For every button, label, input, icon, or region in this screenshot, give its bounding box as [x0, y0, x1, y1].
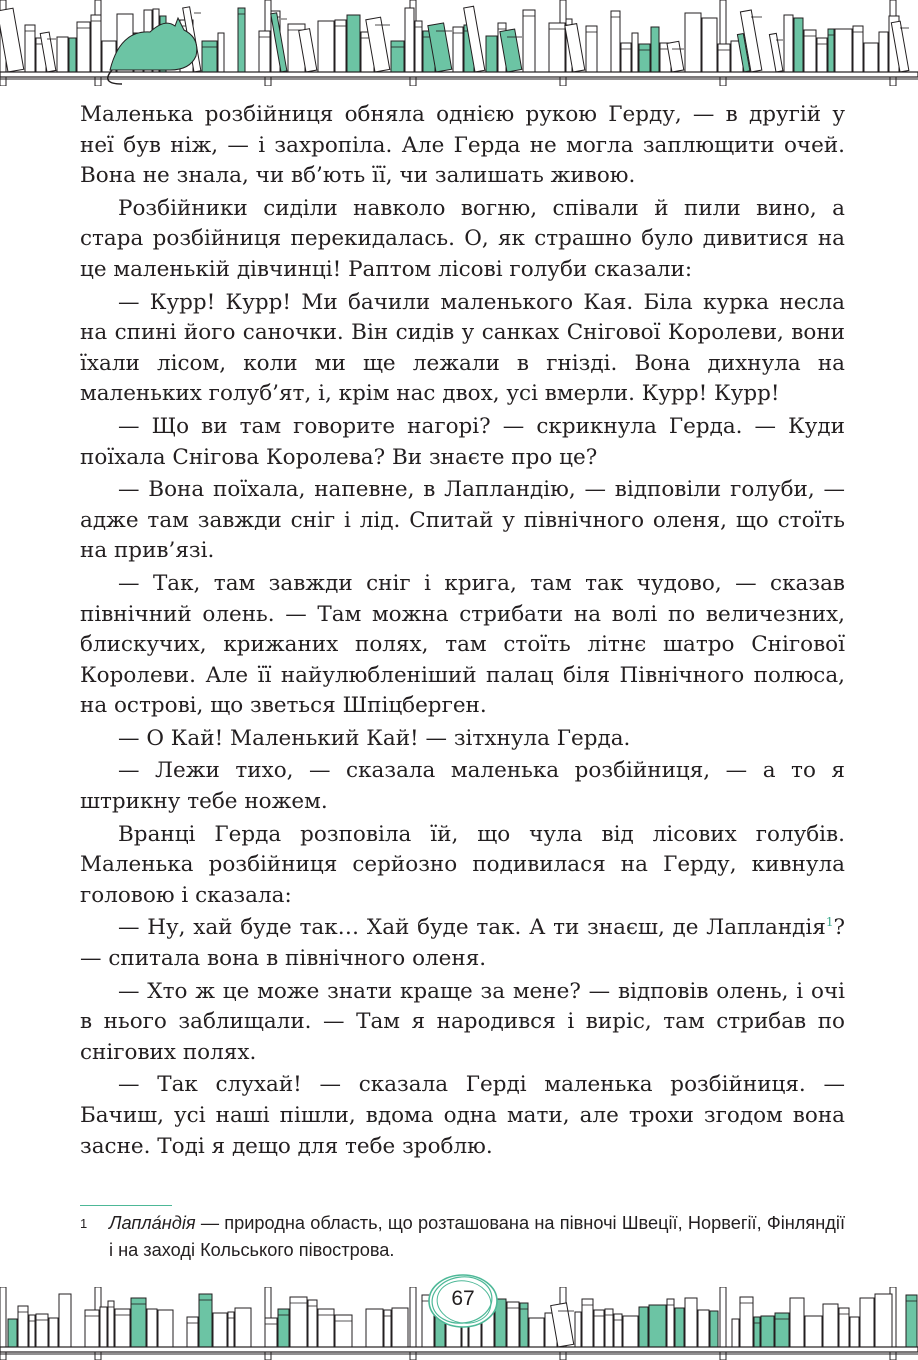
book	[392, 1308, 408, 1347]
book	[875, 1294, 892, 1347]
book	[235, 1308, 251, 1347]
book	[575, 1312, 581, 1347]
book	[817, 38, 827, 72]
book	[828, 29, 834, 72]
book	[754, 1317, 760, 1347]
bookshelf-illustration-top	[0, 0, 918, 86]
book	[790, 1298, 804, 1347]
book	[507, 1302, 519, 1347]
book	[523, 10, 535, 72]
top-bookshelf-border	[0, 0, 918, 86]
book	[265, 1318, 277, 1347]
paragraph: — Що ви там говорите нагорі? — скрикнула Герда. — Куди поїхала Снігова Королева? Ви знаєте про це?	[80, 413, 845, 470]
book	[632, 33, 638, 72]
shelf-plank	[0, 1347, 918, 1352]
book	[594, 1310, 604, 1347]
book	[131, 1298, 146, 1347]
footnote	[80, 1210, 845, 1264]
book	[906, 1295, 917, 1347]
paragraph: — Курр! Курр! Ми бачили маленького Кая. Біла курка несла на спині його саночки. Він сидів у санках Снігової Королеви, вони їхали лісом, коли ми ще лежали в гнізді. Вона дихнула на маленьких голуб’ят, і, крім нас двох, усі вмерли. Курр! Курр!	[80, 289, 845, 407]
book	[85, 1310, 99, 1347]
book	[335, 1315, 352, 1347]
book	[639, 1307, 648, 1347]
footnote-marker[interactable]: 1	[825, 915, 834, 930]
book	[318, 21, 334, 72]
book	[36, 1314, 48, 1347]
book	[879, 32, 888, 72]
paragraph: — Лежи тихо, — сказала маленька розбійниця, — а то я штрикну тебе ножем.	[80, 758, 845, 815]
story-text	[80, 100, 845, 1164]
paragraph: Розбійники сиділи навколо вогню, співали й пили вино, а стара розбійниця перекидалась. О, як страшно було дивитися на це маленькій дівчинці! Раптом лісові голуби сказали:	[80, 195, 845, 282]
book	[732, 1319, 739, 1347]
book	[187, 1317, 198, 1347]
book	[835, 29, 852, 72]
book	[213, 1313, 227, 1347]
page-number: 67	[451, 1287, 475, 1310]
book	[621, 43, 631, 72]
paragraph: — О Кай! Маленький Кай! — зітхнула Герда.	[118, 725, 631, 751]
book	[415, 21, 422, 72]
book	[218, 33, 224, 72]
book	[29, 1315, 35, 1347]
book	[794, 18, 803, 72]
book	[675, 1308, 684, 1347]
book	[702, 18, 717, 72]
book	[57, 37, 68, 72]
book	[853, 26, 863, 72]
book	[308, 1300, 317, 1347]
book	[850, 1317, 859, 1347]
book	[805, 1316, 822, 1347]
book	[147, 1309, 157, 1347]
book	[769, 33, 782, 72]
book	[649, 1305, 666, 1347]
paragraph-with-footnote	[80, 913, 845, 974]
book	[486, 36, 497, 72]
book	[685, 1298, 697, 1347]
shelf-plank	[0, 72, 918, 77]
book	[384, 1310, 391, 1347]
book	[651, 27, 659, 72]
book	[549, 23, 565, 72]
book	[199, 1294, 212, 1347]
paragraph: Вранці Герда розповіла їй, що чула від лісових голубів. Маленька розбійниця серйозно подивилася на Герду, кивнула головою і сказала:	[80, 821, 845, 908]
book	[667, 1299, 674, 1347]
paragraph: — Хто ж це може знати краще за мене? — відповів олень, і очі в нього заблищали. — Там я народився і виріс, там стрибав по снігових полях.	[80, 978, 845, 1065]
paragraph: — Так слухай! — сказала Герді маленька розбійниця. — Бачиш, усі наші пішли, вдома одна мати, але трохи згодом вона засне. Тоді я дещо для тебе зроблю.	[80, 1072, 845, 1159]
footnote-divider	[80, 1205, 172, 1206]
book	[391, 41, 404, 72]
book	[100, 1307, 107, 1347]
page-number-badge	[425, 1270, 501, 1332]
book	[347, 15, 360, 72]
book	[202, 41, 217, 72]
book	[520, 1303, 528, 1347]
book	[8, 1319, 17, 1347]
footnote-text: — природна область, що розташована на півночі Швеції, Норвегії, Фінляндії і на заході Кольського півострова.	[109, 1213, 845, 1260]
book	[529, 1318, 544, 1347]
book	[238, 8, 245, 72]
book	[69, 38, 76, 72]
book	[740, 1297, 753, 1347]
book	[59, 1294, 71, 1347]
book	[614, 1314, 622, 1347]
book	[710, 1311, 718, 1347]
book	[586, 26, 597, 72]
book	[405, 8, 414, 72]
book	[49, 1318, 58, 1347]
paragraph-text: — Ну, хай буде так… Хай буде так. А ти знаєш, де Лапландія	[118, 915, 826, 941]
book	[366, 1309, 383, 1347]
book	[639, 44, 650, 72]
book	[228, 1312, 234, 1347]
book	[823, 1304, 838, 1347]
paragraph-text: ? — спитала вона в північного оленя.	[80, 915, 845, 972]
book	[761, 1316, 774, 1347]
book	[611, 11, 620, 72]
book	[623, 1316, 638, 1347]
book	[685, 13, 701, 72]
footnote-number: 1	[80, 1216, 88, 1231]
book	[91, 15, 101, 72]
book	[718, 44, 730, 72]
footnote-body	[109, 1210, 845, 1264]
book	[25, 25, 35, 72]
footnote-term: Лапла́ндія	[109, 1213, 196, 1233]
book	[77, 22, 90, 72]
book	[453, 27, 463, 72]
book	[775, 1313, 789, 1347]
paragraph: Маленька розбійниця обняла однією рукою Герду, — в другій у неї був ніж, — і захропіла. Але Герда не могла заплющити очей. Вона не знала, чи вб’ють її, чи залишать живою.	[80, 102, 845, 189]
paragraph: — Вона поїхала, напевне, в Лапландію, — відповіли голуби, — адже там завжди сніг і лід. Спитай у північного оленя, що стоїть на прив’язі.	[80, 477, 845, 564]
book	[582, 1299, 593, 1347]
paragraph: — Так, там завжди сніг і крига, там так чудово, — сказав північний олень. — Там можна стрибати на волі по величезних, блискучих, крижаних полях, там стоїть літнє шатро Снігової Королеви. Але її найулюбленіший палац біля Північного полюса, на острові, що зветься Шпіцберген.	[80, 570, 845, 719]
book	[698, 1310, 709, 1347]
book	[864, 43, 878, 72]
book	[108, 1301, 114, 1347]
book	[335, 20, 346, 72]
book	[860, 1298, 874, 1347]
book	[784, 15, 793, 72]
book	[158, 1310, 173, 1347]
book	[290, 1297, 307, 1347]
